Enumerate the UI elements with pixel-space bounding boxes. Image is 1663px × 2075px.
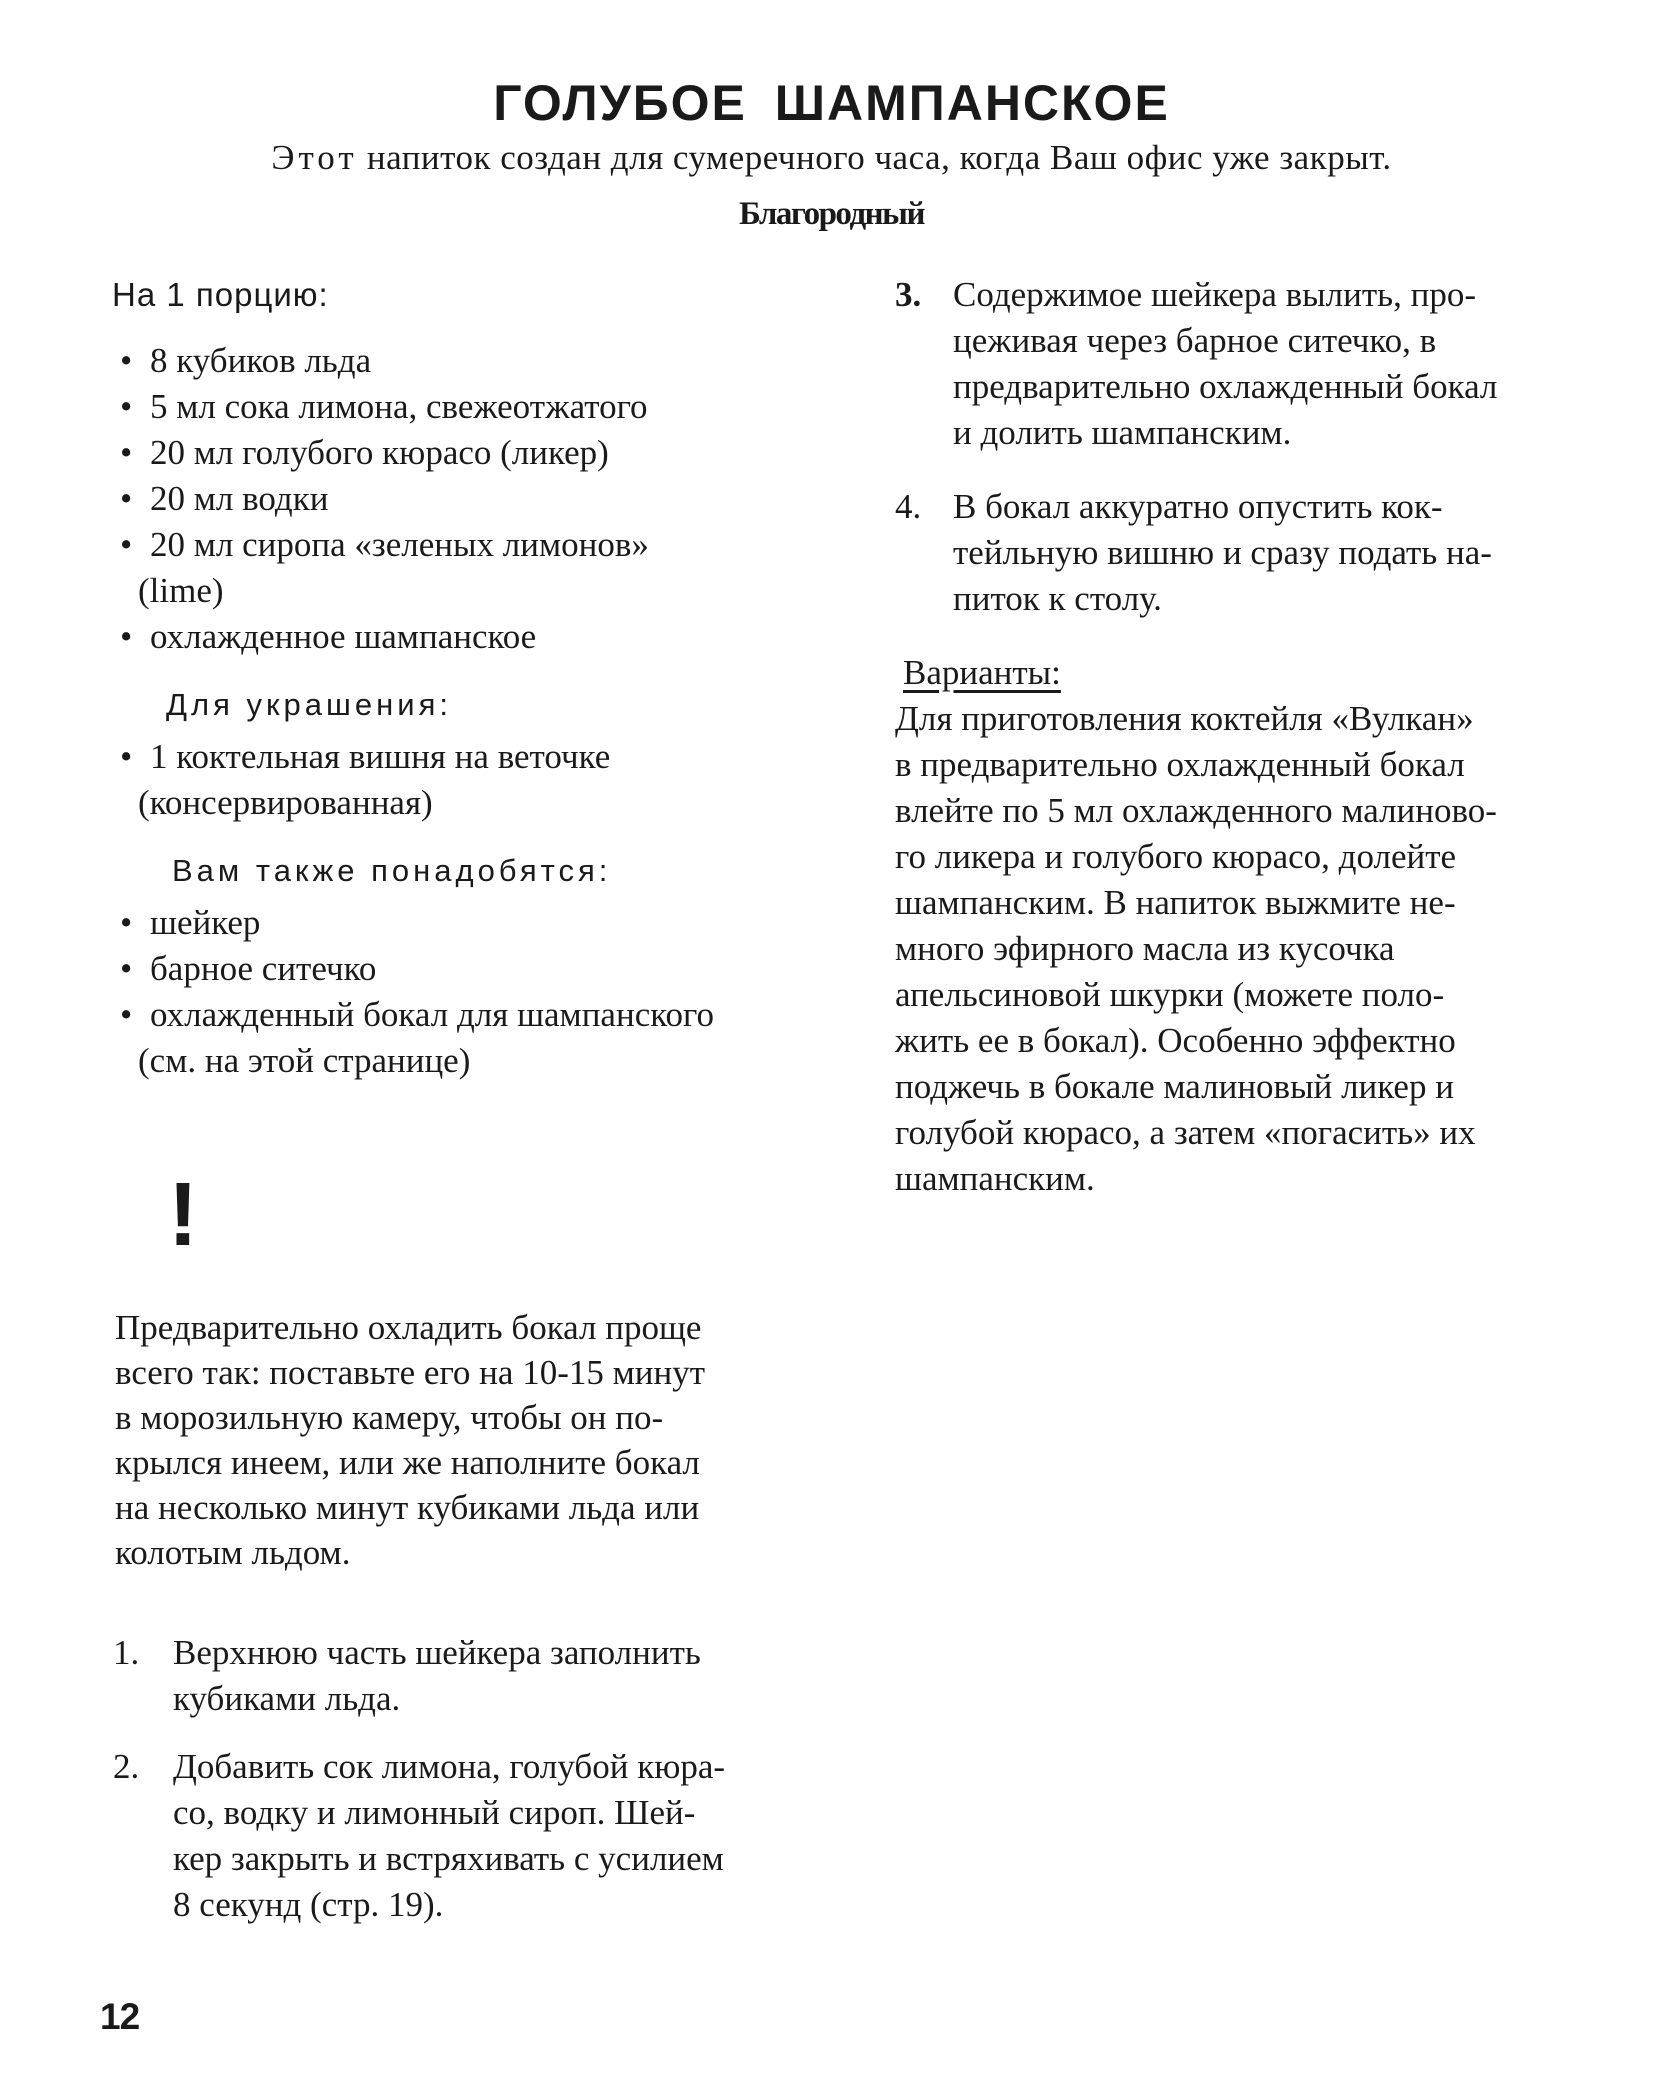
list-item [110,430,850,476]
step-text: В бокал аккуратно опустить кок- [953,487,1443,526]
text-line: колотым льдом. [115,1533,351,1572]
list-item-text: 5 мл сока лимона, свежеотжатого [150,387,648,426]
step-line [895,410,1615,456]
step-line [895,364,1615,410]
garnish-list [110,734,850,826]
step-line [895,576,1615,622]
bullet-icon: • [120,525,133,564]
step-line [113,1676,853,1722]
right-column [895,272,1615,1202]
garnish-heading: Для украшения: [166,687,452,722]
step-text: Верхнюю часть шейкера заполнить [173,1633,701,1672]
text-line: влейте по 5 мл охлажденного малиново- [895,791,1497,830]
list-item-continuation: (консервированная) [138,783,433,822]
step-line [895,530,1615,576]
text-line: шампанским. [895,1159,1095,1198]
text-line: в морозильную камеру, чтобы он по- [115,1398,664,1437]
list-item [110,384,850,430]
list-item-text: 20 мл сиропа «зеленых лимонов» [150,525,649,564]
step-line [895,318,1615,364]
step-number: 1. [113,1633,140,1672]
step-line [113,1882,853,1928]
text-line: го ликера и голубого кюрасо, долейте [895,837,1457,876]
list-item-text: охлажденный бокал для шампанского [150,995,714,1034]
recipe-subtitle [0,138,1663,178]
portion-label: На 1 порцию: [112,276,329,313]
subtitle-rest: напиток создан для сумеречного часа, когда Ваш офис уже закрыт. [366,138,1392,177]
steps-right [895,272,1615,622]
recipe-title: ГОЛУБОЕ ШАМПАНСКОЕ [493,75,1170,131]
equipment-list [110,900,850,1084]
step-number: 2. [113,1747,140,1786]
text-line: много эфирного масла из кусочка [895,929,1395,968]
list-item [110,522,850,614]
text-line: в предварительно охлажденный бокал [895,745,1465,784]
bullet-icon: • [120,737,133,776]
step-line [113,1630,853,1676]
list-item-text: 1 коктельная вишня на веточке [150,737,611,776]
bullet-icon: • [120,617,133,656]
ingredients-column [110,272,850,1084]
bullet-icon: • [120,433,133,472]
text-line: крылся инеем, или же наполните бокал [115,1443,700,1482]
subtitle-first-word: Этот [271,138,358,177]
list-item-text: шейкер [150,903,261,942]
step-text: тейльную вишню и сразу подать на- [953,533,1492,572]
bullet-icon: • [120,387,133,426]
step-1 [113,1630,853,1722]
ingredients-list [110,338,850,660]
step-number: 3. [895,275,922,314]
text-line: шампанским. В напиток выжмите не- [895,883,1456,922]
list-item-text: охлажденное шампанское [150,617,537,656]
list-item-text: 8 кубиков льда [150,341,372,380]
text-line: поджечь в бокале малиновый ликер и [895,1067,1454,1106]
bullet-icon: • [120,341,133,380]
text-line: жить ее в бокал). Особенно эффектно [895,1021,1456,1060]
list-item [110,900,850,946]
step-text: кубиками льда. [173,1679,401,1718]
list-item [110,946,850,992]
step-text: питок к столу. [953,579,1162,618]
list-item [110,992,850,1084]
tip-text [115,1305,845,1575]
bullet-icon: • [120,903,133,942]
text-line: на несколько минут кубиками льда или [115,1488,700,1527]
text-line: апельсиновой шкурки (можете поло- [895,975,1445,1014]
step-3 [895,272,1615,456]
step-text: Добавить сок лимона, голубой кюра- [173,1747,726,1786]
step-line [113,1790,853,1836]
recipe-rating: Благородный [739,196,924,232]
step-text: цеживая через барное ситечко, в [953,321,1437,360]
step-text: 8 секунд (стр. 19). [173,1885,444,1924]
list-item-text: 20 мл голубого кюрасо (ликер) [150,433,609,472]
step-text: Содержимое шейкера вылить, про- [953,275,1477,314]
list-item-text: 20 мл водки [150,479,329,518]
list-item-continuation: (см. на этой странице) [138,1041,471,1080]
list-item [110,614,850,660]
bullet-icon: • [120,995,133,1034]
list-item-continuation: (lime) [138,571,224,610]
step-4 [895,484,1615,622]
list-item [110,476,850,522]
step-text: и долить шампанским. [953,413,1292,452]
variants-section [895,650,1615,1202]
list-item-text: барное ситечко [150,949,377,988]
list-item [110,734,850,826]
step-2 [113,1744,853,1928]
step-line [113,1836,853,1882]
step-text: кер закрыть и встряхивать с усилием [173,1839,724,1878]
step-line [895,484,1615,530]
text-line: всего так: поставьте его на 10-15 минут [115,1353,706,1392]
variants-text [895,696,1615,1202]
step-text: предварительно охлажденный бокал [953,367,1498,406]
list-item [110,338,850,384]
exclamation-icon: ! [168,1165,198,1265]
text-line: Для приготовления коктейля «Вулкан» [895,699,1474,738]
step-line [113,1744,853,1790]
step-line [895,272,1615,318]
step-number: 4. [895,487,922,526]
step-text: со, водку и лимонный сироп. Шей- [173,1793,696,1832]
variants-heading: Варианты: [903,653,1061,692]
page-number: 12 [100,1996,140,2037]
text-line: голубой кюрасо, а затем «погасить» их [895,1113,1476,1152]
steps-left [113,1630,853,1950]
equipment-heading: Вам также понадобятся: [172,853,612,888]
text-line: Предварительно охладить бокал проще [115,1308,702,1347]
bullet-icon: • [120,479,133,518]
bullet-icon: • [120,949,133,988]
